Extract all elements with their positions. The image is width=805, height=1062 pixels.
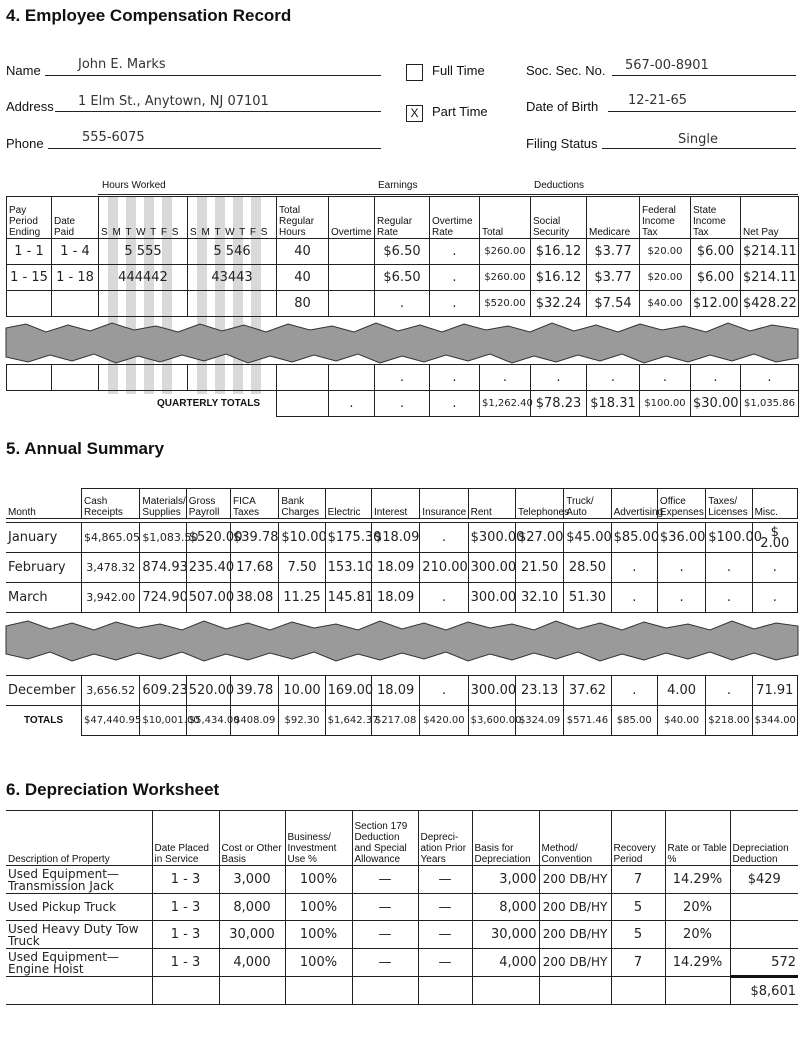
cell: $45.00: [564, 523, 611, 553]
cell: $6.50: [375, 239, 430, 265]
cell: $40.00: [657, 706, 705, 736]
cell: 18.09: [371, 676, 419, 706]
col-gross-payroll: Gross Payroll: [186, 489, 230, 519]
table-row: [6, 949, 798, 977]
col-date-paid: Date Paid: [52, 197, 99, 239]
month-cell: December: [6, 676, 82, 706]
table-row: [6, 921, 798, 949]
cell: Used Equipment— Engine Hoist: [6, 949, 152, 977]
cell: 153.10: [325, 553, 371, 583]
annual-header-row: [6, 489, 798, 519]
cell: $85.00: [611, 706, 657, 736]
cell: [730, 921, 798, 949]
col-advertising: Advertising: [611, 489, 657, 519]
cell: 444442: [99, 265, 188, 291]
cell: —: [352, 894, 418, 921]
col-basis-depreciation: Basis for Depreciation: [472, 811, 539, 866]
col-telephones: Telephones: [515, 489, 563, 519]
col-recovery-period: Recovery Period: [611, 811, 665, 866]
cell: 18.09: [371, 553, 419, 583]
cell: —: [418, 949, 472, 977]
cell: 38.08: [231, 583, 279, 613]
cell: 40: [277, 265, 329, 291]
cell: 18.09: [371, 583, 419, 613]
cell: 724.90: [140, 583, 186, 613]
cell: 520.00: [186, 676, 230, 706]
cell: [188, 365, 277, 391]
cell: [329, 265, 375, 291]
depreciation-total-row: [6, 977, 798, 1005]
cell: 3,656.52: [82, 676, 140, 706]
cell: [277, 391, 329, 417]
cell: —: [352, 949, 418, 977]
cell: 30,000: [219, 921, 285, 949]
cell: 17.68: [231, 553, 279, 583]
cell: 11.25: [279, 583, 325, 613]
cell: 5: [611, 894, 665, 921]
section-title-compensation: 4. Employee Compensation Record: [6, 6, 292, 25]
cell: 32.10: [515, 583, 563, 613]
cell: $3.77: [587, 265, 640, 291]
cell: $5,434.00: [186, 706, 230, 736]
cell: .: [420, 583, 468, 613]
cell: $47,440.95: [82, 706, 140, 736]
cell: [329, 365, 375, 391]
cell: —: [418, 894, 472, 921]
cell: 5 546: [188, 239, 277, 265]
cell: 28.50: [564, 553, 611, 583]
ssn-value: 567-00-8901: [625, 58, 709, 73]
cell: $40.00: [640, 291, 691, 317]
dob-underline: [608, 111, 796, 112]
cell: $571.46: [564, 706, 611, 736]
col-date-placed: Date Placed in Service: [152, 811, 219, 866]
cell: 3,000: [472, 866, 539, 894]
col-total-regular-hours: Total Regular Hours: [277, 197, 329, 239]
cell: 200 DB/HY: [539, 921, 611, 949]
cell: 572: [730, 949, 798, 977]
cell: $218.00: [706, 706, 752, 736]
col-misc: Misc.: [752, 489, 797, 519]
cell: .: [611, 676, 657, 706]
cell: 20%: [665, 894, 730, 921]
col-federal-tax: Federal Income Tax: [640, 197, 691, 239]
filing-status-underline: [602, 148, 796, 149]
name-value: John E. Marks: [78, 57, 166, 72]
col-month: Month: [6, 489, 82, 519]
cell: $12.00: [691, 291, 741, 317]
compensation-table: [6, 196, 799, 417]
cell: $175.30: [325, 523, 371, 553]
cell: $36.00: [657, 523, 705, 553]
cell: $428.22: [741, 291, 799, 317]
cell: .: [640, 365, 691, 391]
cell: 7: [611, 949, 665, 977]
section-title-annual-summary: 5. Annual Summary: [6, 439, 165, 458]
cell: 3,478.32: [82, 553, 140, 583]
cell: $100.00: [640, 391, 691, 417]
name-underline: [45, 75, 381, 76]
cell: 8,000: [472, 894, 539, 921]
col-pay-period: Pay Period Ending: [7, 197, 52, 239]
cell: 200 DB/HY: [539, 866, 611, 894]
cell: 1 - 18: [52, 265, 99, 291]
ssn-label: Soc. Sec. No.: [526, 63, 606, 78]
cell: [730, 894, 798, 921]
cell: 100%: [285, 894, 352, 921]
cell: $18.09: [371, 523, 419, 553]
cell: .: [611, 583, 657, 613]
cell: $100.00: [706, 523, 752, 553]
cell: 21.50: [515, 553, 563, 583]
cell: [7, 365, 52, 391]
col-materials: Materials/ Supplies: [140, 489, 186, 519]
cell: .: [752, 553, 797, 583]
col-week2-days: S M T W T F S: [188, 197, 277, 239]
cell: $6.00: [691, 239, 741, 265]
cell: [329, 239, 375, 265]
table-row: [6, 583, 798, 613]
cell: 1 - 1: [7, 239, 52, 265]
cell: $10,001.00: [140, 706, 186, 736]
cell: $16.12: [531, 265, 587, 291]
cell: $39.78: [231, 523, 279, 553]
cell: 145.81: [325, 583, 371, 613]
part-time-label: Part Time: [432, 104, 488, 119]
cell: $344.00: [752, 706, 797, 736]
hours-worked-heading: Hours Worked: [102, 180, 166, 191]
cell: $420.00: [420, 706, 468, 736]
cell: Used Pickup Truck: [6, 894, 152, 921]
cell: 210.00: [420, 553, 468, 583]
annual-summary-table: [6, 488, 798, 519]
page-break-tear: [6, 320, 798, 366]
col-section-179: Section 179 Deduction and Special Allowance: [352, 811, 418, 866]
cell: $20.00: [640, 265, 691, 291]
cell: 5 555: [99, 239, 188, 265]
cell: 1 - 3: [152, 866, 219, 894]
cell: $6.00: [691, 265, 741, 291]
deductions-heading: Deductions: [534, 180, 585, 191]
col-overtime: Overtime: [329, 197, 375, 239]
cell: [99, 291, 188, 317]
cell: 609.23: [140, 676, 186, 706]
col-prior-depreciation: Depreci- ation Prior Years: [418, 811, 472, 866]
col-rate: Rate or Table %: [665, 811, 730, 866]
phone-underline: [48, 148, 381, 149]
table-row: [7, 265, 799, 291]
cell: 20%: [665, 921, 730, 949]
cell: 100%: [285, 921, 352, 949]
cell: 51.30: [564, 583, 611, 613]
col-rent: Rent: [468, 489, 515, 519]
table-row: [6, 553, 798, 583]
table-row: [7, 291, 799, 317]
cell: .: [375, 391, 430, 417]
cell: $1,262.40: [480, 391, 531, 417]
cell: $10.00: [279, 523, 325, 553]
cell: —: [352, 866, 418, 894]
cell: .: [375, 291, 430, 317]
cell: 1 - 3: [152, 921, 219, 949]
cell: [329, 291, 375, 317]
cell: 1 - 3: [152, 949, 219, 977]
depreciation-header-row: [6, 811, 798, 866]
phone-label: Phone: [6, 136, 44, 151]
col-cash-receipts: Cash Receipts: [82, 489, 140, 519]
cell: 1 - 4: [52, 239, 99, 265]
cell: $429: [730, 866, 798, 894]
month-cell: January: [6, 523, 82, 553]
cell: $520.00: [186, 523, 230, 553]
cell: $32.24: [531, 291, 587, 317]
cell: $3.77: [587, 239, 640, 265]
cell: $6.50: [375, 265, 430, 291]
cell: —: [418, 866, 472, 894]
ssn-underline: [612, 75, 796, 76]
depreciation-total: $8,601: [730, 977, 798, 1005]
cell: 4.00: [657, 676, 705, 706]
cell: .: [375, 365, 430, 391]
cell: 1 - 3: [152, 894, 219, 921]
cell: 39.78: [231, 676, 279, 706]
col-state-tax: State Income Tax: [691, 197, 741, 239]
filing-status-value: Single: [678, 132, 718, 147]
table-row: [6, 866, 798, 894]
section-title-depreciation: 6. Depreciation Worksheet: [6, 780, 220, 799]
cell: .: [741, 365, 799, 391]
cell: .: [706, 553, 752, 583]
totals-row: [6, 706, 798, 736]
cell: .: [657, 553, 705, 583]
cell: [188, 291, 277, 317]
cell: .: [430, 391, 480, 417]
cell: $20.00: [640, 239, 691, 265]
cell: [7, 291, 52, 317]
cell: —: [352, 921, 418, 949]
col-truck-auto: Truck/ Auto: [564, 489, 611, 519]
page-break-tear: [6, 618, 798, 664]
part-time-checkbox[interactable]: X: [406, 105, 423, 122]
earnings-heading: Earnings: [378, 180, 418, 191]
cell: .: [657, 583, 705, 613]
cell: 80: [277, 291, 329, 317]
cell: .: [420, 523, 468, 553]
cell: 14.29%: [665, 866, 730, 894]
cell: .: [706, 583, 752, 613]
col-regular-rate: Regular Rate: [375, 197, 430, 239]
annual-summary-rows: [6, 675, 798, 736]
cell: 235.40: [186, 553, 230, 583]
compensation-header-row: [7, 197, 799, 239]
cell: 1 - 15: [7, 265, 52, 291]
col-method: Method/ Convention: [539, 811, 611, 866]
cell: 100%: [285, 949, 352, 977]
cell: $408.09: [231, 706, 279, 736]
cell: .: [611, 553, 657, 583]
cell: $1,083.50: [140, 523, 186, 553]
address-label: Address: [6, 99, 54, 114]
cell: 874.93: [140, 553, 186, 583]
cell: $260.00: [480, 239, 531, 265]
table-row: [6, 676, 798, 706]
cell: $ 2.00: [752, 523, 797, 553]
col-social-security: Social Security: [531, 197, 587, 239]
cell: .: [430, 265, 480, 291]
month-cell: TOTALS: [23, 715, 64, 727]
cell: $16.12: [531, 239, 587, 265]
cell: $85.00: [611, 523, 657, 553]
cell: .: [691, 365, 741, 391]
col-insurance: Insurance: [420, 489, 468, 519]
cell: 5: [611, 921, 665, 949]
cell: $27.00: [515, 523, 563, 553]
cell: 8,000: [219, 894, 285, 921]
cell: .: [531, 365, 587, 391]
cell: $30.00: [691, 391, 741, 417]
cell: .: [752, 583, 797, 613]
cell: 200 DB/HY: [539, 894, 611, 921]
cell: .: [430, 365, 480, 391]
cell: 4,000: [472, 949, 539, 977]
cell: $92.30: [279, 706, 325, 736]
cell: 14.29%: [665, 949, 730, 977]
cell: $3,600.00: [468, 706, 515, 736]
cell: 507.00: [186, 583, 230, 613]
cell: $260.00: [480, 265, 531, 291]
cell: 23.13: [515, 676, 563, 706]
cell: [277, 365, 329, 391]
col-overtime-rate: Overtime Rate: [430, 197, 480, 239]
col-medicare: Medicare: [587, 197, 640, 239]
cell: 7.50: [279, 553, 325, 583]
table-row: [6, 894, 798, 921]
table-row: [7, 239, 799, 265]
cell: 200 DB/HY: [539, 949, 611, 977]
cell: 3,942.00: [82, 583, 140, 613]
table-row: [6, 523, 798, 553]
cell: $300.00: [468, 523, 515, 553]
col-cost-basis: Cost or Other Basis: [219, 811, 285, 866]
col-fica: FICA Taxes: [231, 489, 279, 519]
dob-value: 12-21-65: [628, 93, 688, 108]
cell: $78.23: [531, 391, 587, 417]
name-label: Name: [6, 63, 41, 78]
cell: [52, 291, 99, 317]
cell: .: [430, 291, 480, 317]
cell: 300.00: [468, 553, 515, 583]
table-row: [7, 365, 799, 391]
cell: 3,000: [219, 866, 285, 894]
cell: $214.11: [741, 265, 799, 291]
cell: 37.62: [564, 676, 611, 706]
cell: .: [706, 676, 752, 706]
cell: 300.00: [468, 676, 515, 706]
cell: $18.31: [587, 391, 640, 417]
cell: $1,642.37: [325, 706, 371, 736]
cell: .: [430, 239, 480, 265]
annual-summary-rows: [6, 522, 798, 613]
col-interest: Interest: [371, 489, 419, 519]
col-bank-charges: Bank Charges: [279, 489, 325, 519]
cell: [52, 365, 99, 391]
cell: .: [329, 391, 375, 417]
cell: 7: [611, 866, 665, 894]
col-office-expenses: Office Expenses: [657, 489, 705, 519]
address-underline: [55, 111, 381, 112]
cell: Used Heavy Duty Tow Truck: [6, 921, 152, 949]
col-week1-days: S M T W T F S: [99, 197, 188, 239]
cell: 30,000: [472, 921, 539, 949]
cell: $217.08: [371, 706, 419, 736]
col-total: Total: [480, 197, 531, 239]
month-cell: February: [6, 553, 82, 583]
cell: $1,035.86: [741, 391, 799, 417]
cell: Used Equipment— Transmission Jack: [6, 866, 152, 894]
depreciation-table: [6, 810, 798, 1005]
cell: 169.00: [325, 676, 371, 706]
quarterly-totals-label: QUARTERLY TOTALS: [157, 398, 260, 410]
cell: 43443: [188, 265, 277, 291]
cell: 40: [277, 239, 329, 265]
cell: .: [420, 676, 468, 706]
col-description: Description of Property: [6, 811, 152, 866]
filing-status-label: Filing Status: [526, 136, 598, 151]
col-depreciation-deduction: Depreciation Deduction: [730, 811, 798, 866]
col-business-use: Business/ Investment Use %: [285, 811, 352, 866]
quarterly-totals-row: [7, 391, 799, 417]
cell: $7.54: [587, 291, 640, 317]
cell: $4,865.05: [82, 523, 140, 553]
month-cell: March: [6, 583, 82, 613]
cell: —: [418, 921, 472, 949]
cell: [99, 365, 188, 391]
cell: $520.00: [480, 291, 531, 317]
cell: .: [480, 365, 531, 391]
cell: 100%: [285, 866, 352, 894]
full-time-label: Full Time: [432, 63, 485, 78]
group-heading-rule: [98, 194, 798, 195]
cell: 300.00: [468, 583, 515, 613]
col-net-pay: Net Pay: [741, 197, 799, 239]
phone-value: 555-6075: [82, 130, 145, 145]
cell: .: [587, 365, 640, 391]
full-time-checkbox[interactable]: [406, 64, 423, 81]
cell: 71.91: [752, 676, 797, 706]
col-taxes-licenses: Taxes/ Licenses: [706, 489, 752, 519]
cell: $214.11: [741, 239, 799, 265]
cell: 10.00: [279, 676, 325, 706]
dob-label: Date of Birth: [526, 99, 599, 114]
col-electric: Electric: [325, 489, 371, 519]
cell: 4,000: [219, 949, 285, 977]
address-value: 1 Elm St., Anytown, NJ 07101: [78, 94, 269, 109]
cell: $324.09: [515, 706, 563, 736]
